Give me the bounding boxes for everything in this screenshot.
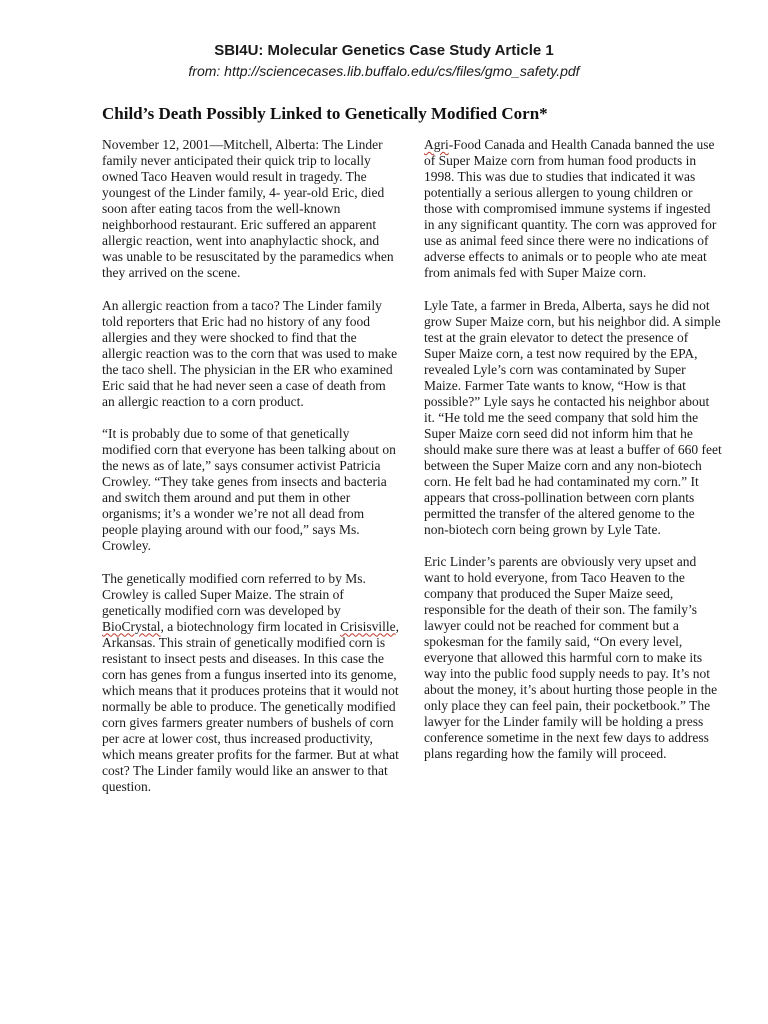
text-line: question. xyxy=(102,778,152,794)
text-line: youngest of the Linder family, 4- year-old Eric, died xyxy=(102,185,385,200)
text-line: everyone that allowed this harmful corn to make its xyxy=(424,650,703,665)
text-line: about the money, it’s about hurting those people in the xyxy=(424,682,718,697)
text-line: soon after eating tacos from the well-known xyxy=(102,201,341,216)
text-line: allergic reaction was to the corn that was used to make xyxy=(102,345,398,361)
text-line: permitted the transfer of the altered genome to the xyxy=(424,505,695,521)
spellcheck-flagged-word: Crisisville xyxy=(340,618,396,634)
text-line: it. “He told me the seed company that sold him the xyxy=(424,409,699,425)
text-line: Maize. Farmer Tate wants to know, “How is that xyxy=(424,377,686,393)
text-line: and switch them around and put them in other xyxy=(102,490,351,505)
text-line: “It is probably due to some of that genetically xyxy=(102,426,350,441)
paragraph-activist-quote xyxy=(102,426,402,554)
text-line: per acre at lower cost, thus increased productivity, xyxy=(102,730,373,746)
text-fragment: , a biotechnology firm located in xyxy=(160,618,341,634)
text-line: November 12, 2001—Mitchell, Alberta: The Linder xyxy=(102,137,383,152)
text-line: of Super Maize corn from human food products in xyxy=(424,153,697,168)
text-fragment: -Food Canada and Health Canada banned the use xyxy=(448,137,715,152)
text-line: spokesman for the family said, “On every level, xyxy=(424,634,683,649)
text-line: told reporters that Eric had no history of any food xyxy=(102,313,371,329)
text-line: an allergic reaction to a corn product. xyxy=(102,393,304,409)
text-line: Super Maize corn seed did not inform him that he xyxy=(424,425,693,441)
text-line xyxy=(424,137,724,153)
text-line: adverse effects to animals or to people who ate meat xyxy=(424,249,707,264)
text-line: corn gives farmers greater numbers of bushels of corn xyxy=(102,714,394,730)
text-line: want to hold everyone, from Taco Heaven to the xyxy=(424,570,685,585)
spellcheck-flagged-word: Agri xyxy=(424,137,449,152)
text-line: in any significant quantity. The corn was approved for xyxy=(424,217,717,232)
text-line: grow Super Maize corn, but his neighbor did. A simple xyxy=(424,313,721,329)
text-line: corn. He felt bad he had contaminated my corn.” It xyxy=(424,473,699,489)
text-line: The genetically modified corn referred to by Ms. xyxy=(102,570,366,586)
text-line: An allergic reaction from a taco? The Linder family xyxy=(102,297,382,313)
text-line: revealed Lyle’s corn was contaminated by Super xyxy=(424,361,686,377)
text-line: 1998. This was due to studies that indicated it was xyxy=(424,169,696,184)
text-line: allergic reaction, went into anaphylactic shock, and xyxy=(102,233,380,248)
text-line: resistant to insect pests and diseases. In this case the xyxy=(102,650,384,666)
text-line: corn has genes from a fungus inserted into its genome, xyxy=(102,666,397,682)
text-line: allergies and they were shocked to find that the xyxy=(102,329,357,345)
text-line: family never anticipated their quick trip to locally xyxy=(102,153,371,168)
text-line: use as animal feed since there were no indications of xyxy=(424,233,709,248)
text-line: company that produced the Super Maize seed, xyxy=(424,586,674,601)
text-line: Crowley is called Super Maize. The strain of xyxy=(102,586,344,602)
document-title: SBI4U: Molecular Genetics Case Study Article 1 xyxy=(214,42,554,59)
text-line: lawyer could not be reached for comment but a xyxy=(424,618,679,633)
text-line: genetically modified corn was developed by xyxy=(102,602,341,618)
paragraph-lyle-tate xyxy=(424,298,724,538)
text-line: the taco shell. The physician in the ER who examined xyxy=(102,361,393,377)
text-line: neighborhood restaurant. Eric suffered an apparent xyxy=(102,217,377,232)
text-line: only place they can feel pain, their pocketbook.” The xyxy=(424,698,711,713)
text-line: responsible for the death of their son. The family’s xyxy=(424,602,698,617)
text-line: cost? The Linder family would like an answer to that xyxy=(102,762,388,778)
text-line: they arrived on the scene. xyxy=(102,265,241,280)
text-line: those with compromised immune systems if ingested xyxy=(424,201,711,216)
text-line: plans regarding how the family will proceed. xyxy=(424,746,667,761)
text-line: conference sometime in the next few days to address xyxy=(424,730,709,745)
article-headline: Child’s Death Possibly Linked to Genetically Modified Corn* xyxy=(102,104,548,123)
text-line: Eric Linder’s parents are obviously very upset and xyxy=(424,554,697,569)
text-line xyxy=(102,619,402,635)
text-line: between the Super Maize corn and any non-biotech xyxy=(424,457,702,473)
left-column xyxy=(102,137,402,811)
paragraph-parents xyxy=(424,554,724,762)
text-line: potentially a serious allergen to young children or xyxy=(424,185,693,200)
text-line: Super Maize corn, a test now required by the EPA, xyxy=(424,345,698,361)
right-column xyxy=(424,137,724,779)
text-line: from animals fed with Super Maize corn. xyxy=(424,265,647,280)
document-header xyxy=(0,40,768,82)
text-line: which means greater profits for the farmer. But at what xyxy=(102,746,399,762)
text-line: should make sure there was at least a buffer of 660 feet xyxy=(424,441,722,457)
text-line: modified corn that everyone has been talking about on xyxy=(102,442,396,457)
paragraph-dateline xyxy=(102,137,402,281)
text-line: Crowley. “They take genes from insects and bacteria xyxy=(102,474,387,489)
source-citation: from: http://sciencecases.lib.buffalo.edu/cs/files/gmo_safety.pdf xyxy=(188,63,580,79)
text-line: the news as of late,” says consumer activist Patricia xyxy=(102,458,381,473)
text-line: people playing around with our food,” says Ms. xyxy=(102,522,360,537)
text-line: possible?” Lyle says he contacted his neighbor about xyxy=(424,393,710,409)
text-line: Eric said that he had never seen a case of death from xyxy=(102,377,386,393)
paragraph-super-maize xyxy=(102,571,402,795)
text-line: was unable to be resuscitated by the paramedics when xyxy=(102,249,394,264)
text-line: organisms; it’s a wonder we’re not all dead from xyxy=(102,506,365,521)
text-line: which means that it produces proteins that it would not xyxy=(102,682,399,698)
paragraph-allergic-reaction xyxy=(102,298,402,410)
text-line: way into the public food supply needs to pay. It’s not xyxy=(424,666,710,681)
text-line: test at the grain elevator to detect the presence of xyxy=(424,329,689,345)
spellcheck-flagged-word: BioCrystal xyxy=(102,618,161,634)
text-line: Lyle Tate, a farmer in Breda, Alberta, says he did not xyxy=(424,297,710,313)
text-line: Crowley. xyxy=(102,538,151,553)
text-line: owned Taco Heaven would result in tragedy. The xyxy=(102,169,367,184)
paragraph-ban xyxy=(424,137,724,281)
text-line: appears that cross-pollination between corn plants xyxy=(424,489,695,505)
text-line: normally be able to produce. The genetically modified xyxy=(102,698,396,714)
text-line: Arkansas. This strain of genetically modified corn is xyxy=(102,634,386,650)
text-fragment: , xyxy=(395,618,399,634)
text-line: lawyer for the Linder family will be holding a press xyxy=(424,714,704,729)
text-line: non-biotech corn being grown by Lyle Tate. xyxy=(424,521,661,537)
